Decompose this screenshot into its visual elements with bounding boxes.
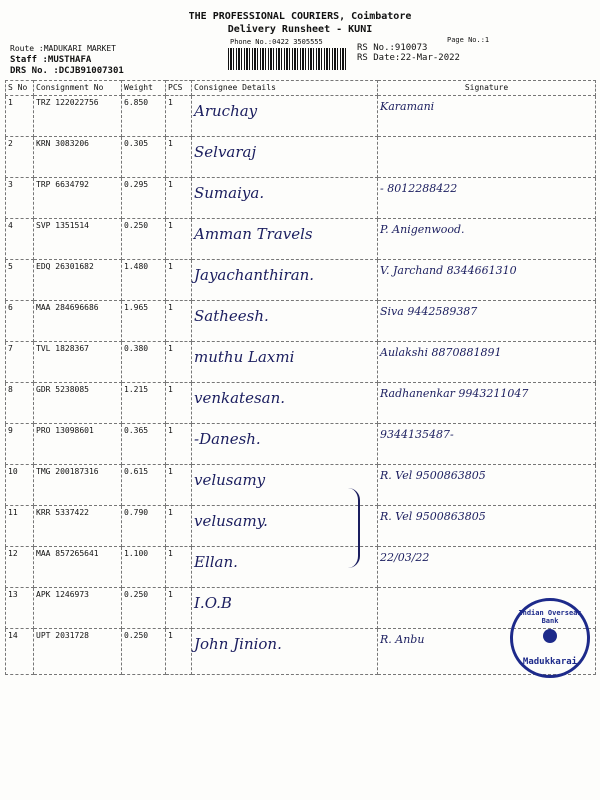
row-sno: 13 <box>6 588 34 629</box>
row-consignee <box>192 96 378 137</box>
row-consignee <box>192 301 378 342</box>
row-weight: 0.250 <box>122 219 166 260</box>
company-name: THE PROFESSIONAL COURIERS, Coimbatore <box>188 11 412 22</box>
consignee-handwriting: Satheesh. <box>194 307 269 325</box>
row-weight: 1.480 <box>122 260 166 301</box>
row-sno: 5 <box>6 260 34 301</box>
row-sno: 7 <box>6 342 34 383</box>
row-pcs: 1 <box>166 260 192 301</box>
row-pcs: 1 <box>166 96 192 137</box>
row-weight: 0.380 <box>122 342 166 383</box>
runsheet-table <box>5 80 596 675</box>
table-row <box>6 342 596 383</box>
row-consignee <box>192 588 378 629</box>
row-sno: 9 <box>6 424 34 465</box>
signature-handwriting: R. Vel 9500863805 <box>380 469 486 482</box>
table-row <box>6 178 596 219</box>
row-consignee <box>192 424 378 465</box>
row-sno: 14 <box>6 629 34 675</box>
row-consignment: MAA 857265641 <box>34 547 122 588</box>
consignee-handwriting: Aruchay <box>194 102 258 120</box>
row-consignment: KRN 3083206 <box>34 137 122 178</box>
row-signature <box>378 301 596 342</box>
consignee-handwriting: Amman Travels <box>194 225 313 243</box>
row-sno: 2 <box>6 137 34 178</box>
row-signature <box>378 219 596 260</box>
signature-handwriting: V. Jarchand 8344661310 <box>380 264 517 277</box>
signature-handwriting: Aulakshi 8870881891 <box>380 346 502 359</box>
row-signature <box>378 342 596 383</box>
row-signature <box>378 96 596 137</box>
page-number: Page No.:1 <box>447 36 490 44</box>
col-pcs-header: PCS <box>166 81 192 96</box>
signature-handwriting: P. Anigenwood. <box>380 223 465 236</box>
route-label: Route :MADUKARI MARKET <box>10 44 116 53</box>
row-weight: 0.790 <box>122 506 166 547</box>
col-weight-header: Weight <box>122 81 166 96</box>
row-consignment: TRP 6634792 <box>34 178 122 219</box>
row-consignee <box>192 342 378 383</box>
row-weight: 6.850 <box>122 96 166 137</box>
row-weight: 0.250 <box>122 588 166 629</box>
row-signature <box>378 260 596 301</box>
consignee-handwriting: Selvaraj <box>194 143 257 161</box>
consignee-handwriting: muthu Laxmi <box>194 348 295 366</box>
signature-handwriting: 22/03/22 <box>380 551 430 564</box>
table-header-row <box>6 81 596 96</box>
stamp-center-text: Madukkarai <box>522 657 578 667</box>
row-signature <box>378 506 596 547</box>
row-consignment: TVL 1828367 <box>34 342 122 383</box>
signature-handwriting <box>380 590 593 592</box>
row-sno: 6 <box>6 301 34 342</box>
table-row <box>6 465 596 506</box>
table-row <box>6 588 596 629</box>
row-sno: 4 <box>6 219 34 260</box>
rs-date: RS Date:22-Mar-2022 <box>357 53 460 63</box>
row-signature <box>378 137 596 178</box>
row-weight: 0.365 <box>122 424 166 465</box>
table-row <box>6 219 596 260</box>
row-consignee <box>192 629 378 675</box>
signature-handwriting: Siva 9442589387 <box>380 305 478 318</box>
row-signature <box>378 383 596 424</box>
row-consignment: KRR 5337422 <box>34 506 122 547</box>
row-sno: 10 <box>6 465 34 506</box>
document-title: Delivery Runsheet - KUNI <box>227 24 373 35</box>
row-consignee <box>192 178 378 219</box>
row-consignment: MAA 284696686 <box>34 301 122 342</box>
table-row <box>6 301 596 342</box>
signature-handwriting: 9344135487- <box>380 428 454 441</box>
barcode <box>228 48 346 70</box>
row-sno: 1 <box>6 96 34 137</box>
row-consignment: APK 1246973 <box>34 588 122 629</box>
row-pcs: 1 <box>166 424 192 465</box>
row-consignment: UPT 2031728 <box>34 629 122 675</box>
row-sno: 11 <box>6 506 34 547</box>
table-row <box>6 96 596 137</box>
row-weight: 1.965 <box>122 301 166 342</box>
row-weight: 0.295 <box>122 178 166 219</box>
row-consignment: SVP 1351514 <box>34 219 122 260</box>
row-signature <box>378 465 596 506</box>
row-pcs: 1 <box>166 506 192 547</box>
table-row <box>6 506 596 547</box>
row-pcs: 1 <box>166 219 192 260</box>
consignee-handwriting: velusamy <box>194 471 266 489</box>
signature-handwriting: R. Anbu <box>380 633 425 646</box>
row-weight: 0.250 <box>122 629 166 675</box>
col-consignment-header: Consignment No <box>34 81 122 96</box>
row-weight: 1.100 <box>122 547 166 588</box>
row-consignment: EDQ 26301682 <box>34 260 122 301</box>
consignee-handwriting: Jayachanthiran. <box>194 266 315 284</box>
row-consignee <box>192 383 378 424</box>
consignee-handwriting: venkatesan. <box>194 389 286 407</box>
row-signature <box>378 424 596 465</box>
table-row <box>6 383 596 424</box>
row-sno: 8 <box>6 383 34 424</box>
row-signature <box>378 178 596 219</box>
row-pcs: 1 <box>166 342 192 383</box>
row-pcs: 1 <box>166 383 192 424</box>
bank-stamp <box>510 598 590 678</box>
signature-handwriting: Radhanenkar 9943211047 <box>380 387 529 400</box>
consignee-handwriting: Ellan. <box>194 553 238 571</box>
signature-handwriting: - 8012288422 <box>380 182 458 195</box>
consignee-handwriting: John Jinion. <box>194 635 282 653</box>
table-row <box>6 629 596 675</box>
row-consignment: TMG 200187316 <box>34 465 122 506</box>
staff-label: Staff :MUSTHAFA <box>10 55 92 65</box>
row-pcs: 1 <box>166 465 192 506</box>
consignee-handwriting: velusamy. <box>194 512 268 530</box>
row-pcs: 1 <box>166 547 192 588</box>
col-consignee-header: Consignee Details <box>192 81 378 96</box>
consignee-handwriting: -Danesh. <box>194 430 261 448</box>
col-signature-header: Signature <box>378 81 596 96</box>
row-pcs: 1 <box>166 301 192 342</box>
row-sno: 3 <box>6 178 34 219</box>
grouping-brace <box>348 488 360 568</box>
consignee-handwriting: I.O.B <box>194 594 232 612</box>
rs-number: RS No.:910073 <box>357 43 428 53</box>
row-consignee <box>192 219 378 260</box>
table-row <box>6 424 596 465</box>
row-consignee <box>192 260 378 301</box>
row-pcs: 1 <box>166 588 192 629</box>
signature-handwriting <box>380 139 593 141</box>
row-sno: 12 <box>6 547 34 588</box>
row-weight: 1.215 <box>122 383 166 424</box>
stamp-ring-text: Indian Overseas Bank <box>518 609 582 625</box>
phone-number: Phone No.:0422 3505555 <box>230 38 323 46</box>
row-consignment: TRZ 122022756 <box>34 96 122 137</box>
row-signature <box>378 547 596 588</box>
table-row <box>6 137 596 178</box>
bank-logo-icon <box>543 629 557 643</box>
row-pcs: 1 <box>166 629 192 675</box>
signature-handwriting: R. Vel 9500863805 <box>380 510 486 523</box>
row-weight: 0.615 <box>122 465 166 506</box>
consignee-handwriting: Sumaiya. <box>194 184 265 202</box>
row-pcs: 1 <box>166 178 192 219</box>
table-row <box>6 260 596 301</box>
row-consignment: PRO 13098601 <box>34 424 122 465</box>
table-row <box>6 547 596 588</box>
row-consignment: GDR 5238085 <box>34 383 122 424</box>
col-sno-header: S No <box>6 81 34 96</box>
row-consignee <box>192 137 378 178</box>
drs-number: DRS No. :DCJB91007301 <box>10 66 124 76</box>
signature-handwriting: Karamani <box>380 100 435 113</box>
row-pcs: 1 <box>166 137 192 178</box>
row-weight: 0.305 <box>122 137 166 178</box>
